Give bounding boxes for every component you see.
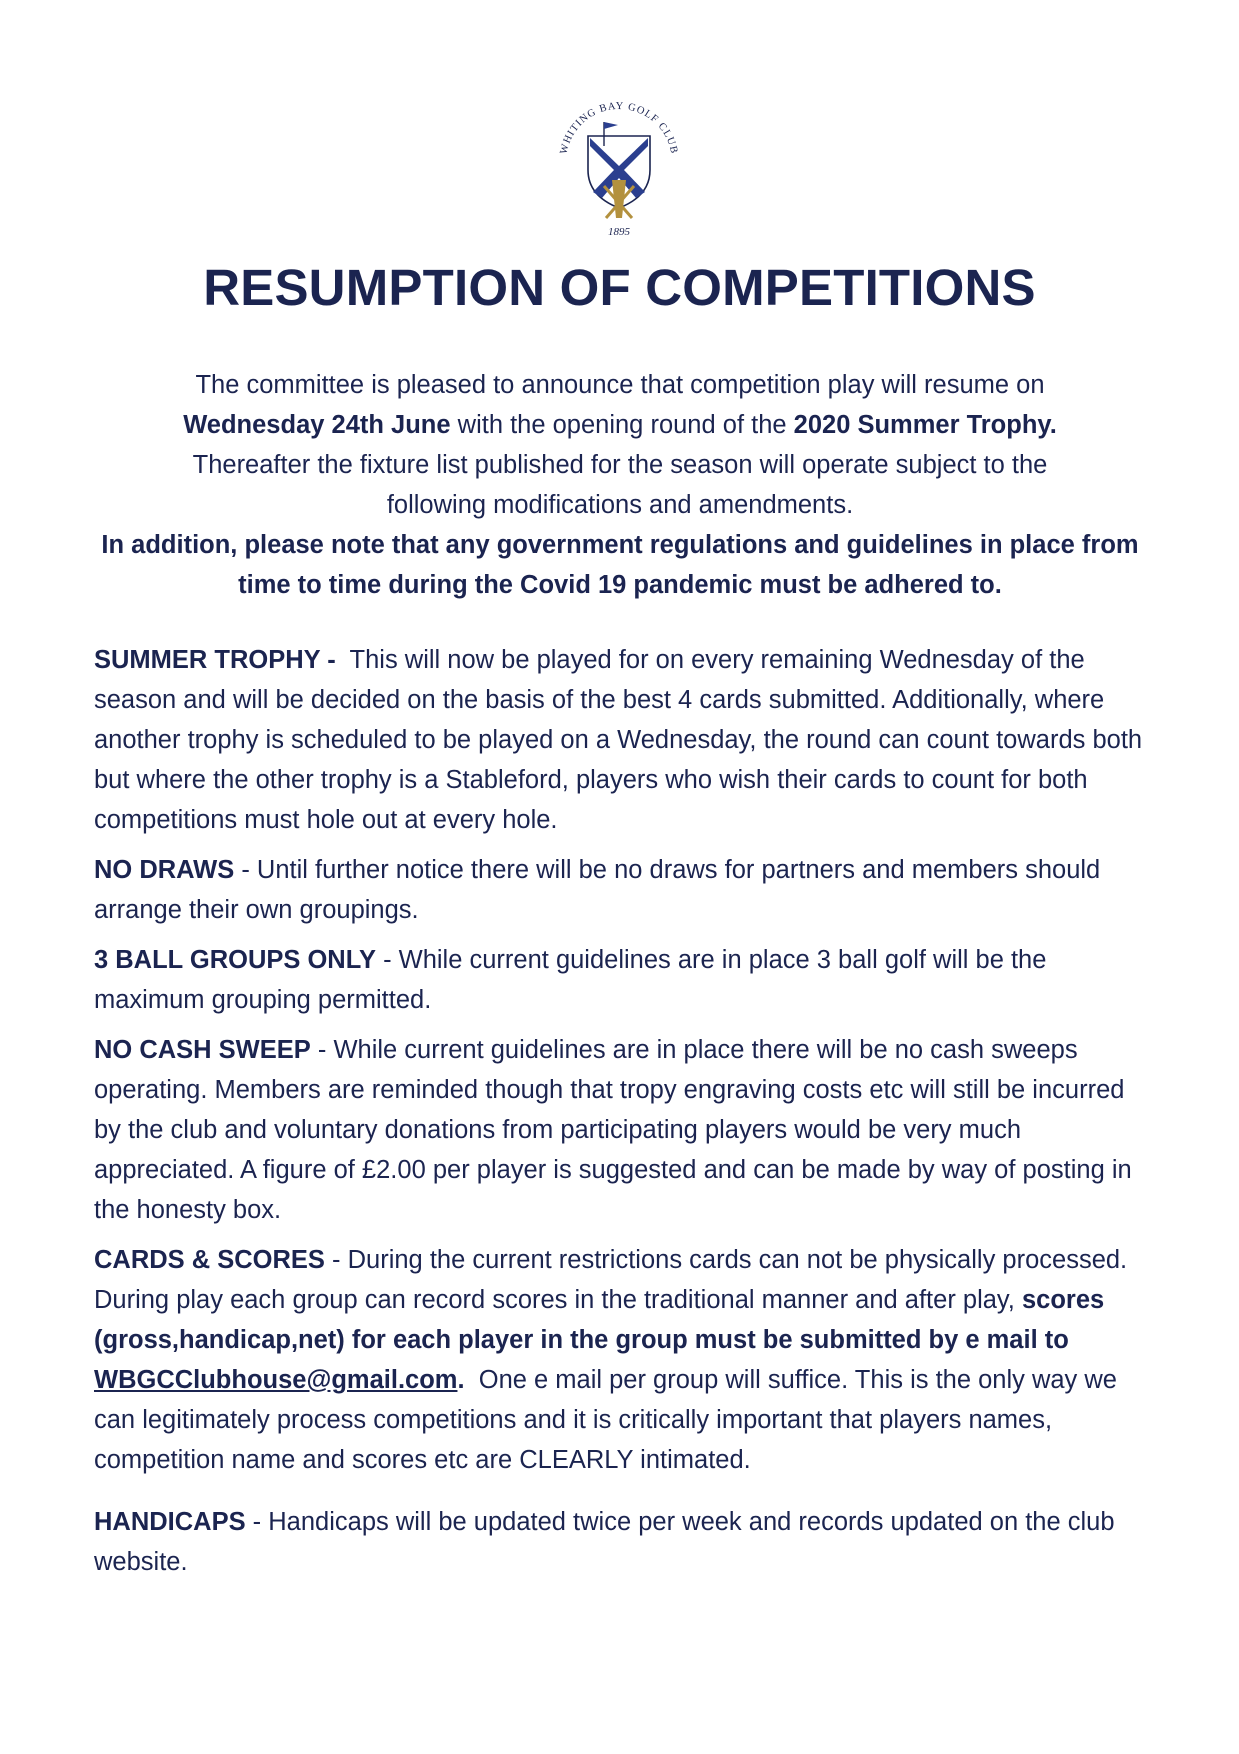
rules-body	[94, 640, 1154, 1592]
intro-notice: In addition, please note that any government regulations and guidelines in place from time to time during the Covid 19 pandemic must be adhered to.	[101, 531, 1139, 599]
section-summer-trophy: SUMMER TROPHY - This will now be played for on every remaining Wednesday of the season and will be decided on the basis of the best 4 cards submitted. Additionally, where another trophy is scheduled to be played on a Wednesday, the round can count towards both but where the other trophy is a Stableford, players who wish their cards to count for both competitions must hole out at every hole.	[94, 646, 1143, 834]
section-3-ball-groups: 3 BALL GROUPS ONLY - While current guidelines are in place 3 ball golf will be the maximum grouping permitted.	[94, 946, 1047, 1014]
section-cards-scores: CARDS & SCORES - During the current restrictions cards can not be physically processed. During play each group can record scores in the traditional manner and after play, scores (gross,handicap,net) for each player in the group must be submitted by e mail to WBGCClubhouse@gmail.com. One e mail per group will suffice. This is the only way we can legitimately process competitions and it is critically important that players names, competition name and scores etc are CLEARLY intimated.	[94, 1246, 1128, 1474]
section-heading: NO DRAWS	[94, 856, 235, 884]
crest-year: 1895	[608, 226, 630, 238]
section-handicaps: HANDICAPS - Handicaps will be updated twice per week and records updated on the club website.	[94, 1508, 1115, 1576]
section-heading: NO CASH SWEEP	[94, 1036, 311, 1064]
intro-line-3: Thereafter the fixture list published for the season will operate subject to the	[192, 451, 1048, 479]
intro-line-1: The committee is pleased to announce that competition play will resume on	[195, 371, 1045, 399]
intro-announcement	[95, 365, 1145, 605]
page-title: RESUMPTION OF COMPETITIONS	[203, 259, 1036, 316]
section-heading: CARDS & SCORES	[94, 1246, 325, 1274]
intro-line-4: following modifications and amendments.	[386, 491, 854, 519]
clubhouse-email-link[interactable]: WBGCClubhouse@gmail.com	[94, 1366, 458, 1394]
crest-clubs	[612, 180, 626, 218]
section-no-draws: NO DRAWS - Until further notice there will be no draws for partners and members should arrange their own groupings.	[94, 856, 1101, 924]
resume-date: Wednesday 24th June	[183, 411, 451, 439]
section-heading: HANDICAPS	[94, 1508, 246, 1536]
club-crest-logo	[552, 100, 686, 240]
crest-flag	[604, 122, 618, 129]
section-heading: 3 BALL GROUPS ONLY	[94, 946, 376, 974]
section-heading: SUMMER TROPHY -	[94, 646, 336, 674]
crest-ring-text: WHITING BAY GOLF CLUB	[558, 100, 680, 156]
trophy-name: 2020 Summer Trophy.	[793, 411, 1057, 439]
section-no-cash-sweep: NO CASH SWEEP - While current guidelines are in place there will be no cash sweeps operating. Members are reminded though that tropy engraving costs etc will still be incurred by the club and voluntary donations from participating players would be very much appreciated. A figure of £2.00 per player is suggested and can be made by way of posting in the honesty box.	[94, 1036, 1132, 1224]
intro-line-2: Wednesday 24th June with the opening round of the 2020 Summer Trophy.	[183, 411, 1057, 439]
